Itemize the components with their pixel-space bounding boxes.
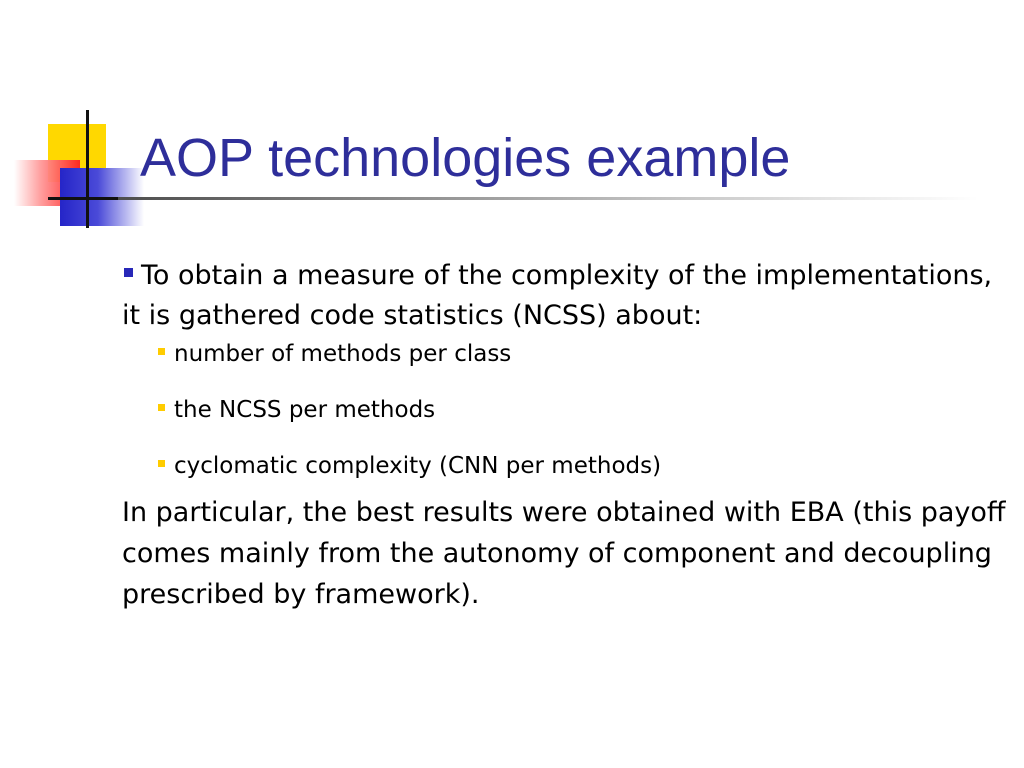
sub-bullet-item [158,450,1012,482]
sub-bullet-text: number of methods per class [174,341,512,367]
square-bullet-icon [124,268,133,277]
sub-bullet-list [122,338,1012,482]
sub-bullet-text: the NCSS per methods [174,397,436,423]
slide-title: AOP technologies example [140,128,791,188]
square-bullet-icon [158,460,165,467]
logo-vertical-line [86,110,89,228]
square-bullet-icon [158,404,165,411]
slide-content [122,256,1012,615]
title-underline-rule [118,197,978,200]
sub-bullet-item [158,394,1012,426]
square-bullet-icon [158,348,165,355]
bullet-text: To obtain a measure of the complexity of the implementations, it is gathered code statistics (NCSS) about: [122,260,993,331]
slide-logo-graphic [0,0,150,240]
sub-bullet-item [158,338,1012,370]
bullet-item-level1 [122,256,1012,336]
conclusion-paragraph: In particular, the best results were obtained with EBA (this payoff comes mainly from the autonomy of component and decoupling prescribed by framework). [122,497,1006,610]
sub-bullet-text: cyclomatic complexity (CNN per methods) [174,453,662,479]
